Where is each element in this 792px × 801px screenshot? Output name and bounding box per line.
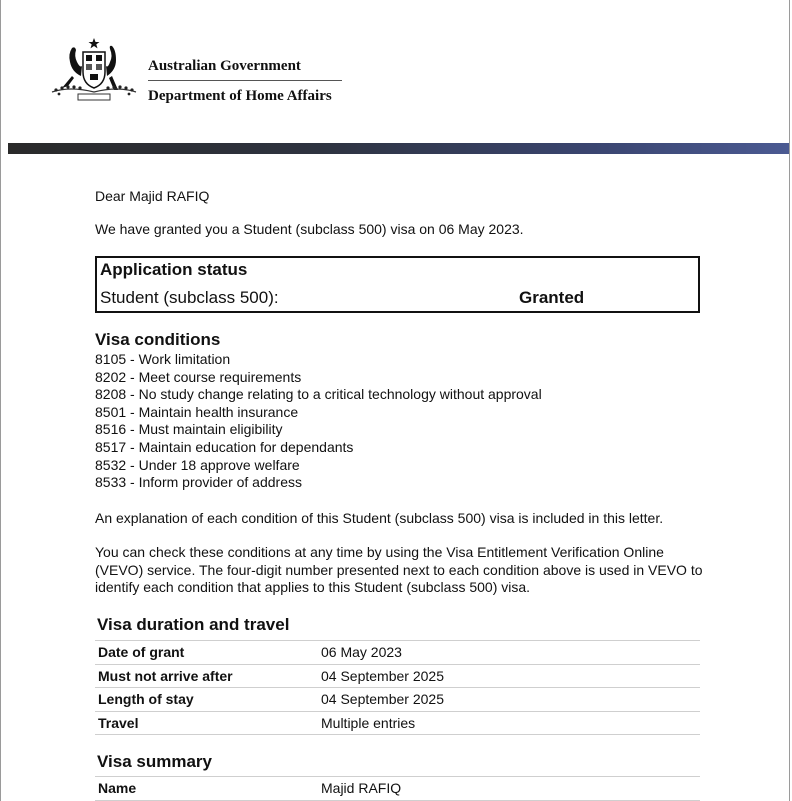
coat-of-arms-icon <box>48 36 140 106</box>
condition-item: 8532 - Under 18 approve welfare <box>95 456 300 473</box>
visa-summary-title: Visa summary <box>97 752 212 771</box>
header-divider <box>148 80 342 81</box>
row-value: 06 May 2023 <box>318 641 700 665</box>
table-row <box>95 664 700 688</box>
status-visa-label: Student (subclass 500): <box>100 288 279 307</box>
row-label: Must not arrive after <box>95 664 318 688</box>
visa-duration-table <box>95 640 700 735</box>
table-row <box>95 688 700 712</box>
status-value: Granted <box>519 288 585 307</box>
row-label: Date of grant <box>95 641 318 665</box>
vevo-paragraph: You can check these conditions at any time by using the Visa Entitlement Verification Online (VEVO) service. The four-digit number presented next to each condition above is used in VEVO to identify each condition that applies to this Student (subclass 500) visa. <box>95 544 703 595</box>
visa-conditions-title: Visa conditions <box>95 330 221 349</box>
salutation: Dear Majid RAFIQ <box>95 188 210 204</box>
header-banner <box>8 143 789 154</box>
condition-item: 8501 - Maintain health insurance <box>95 403 299 420</box>
row-label: Travel <box>95 711 318 735</box>
condition-item: 8202 - Meet course requirements <box>95 368 302 385</box>
department-name: Department of Home Affairs <box>148 88 332 104</box>
row-label: Name <box>95 777 318 801</box>
table-row <box>95 711 700 735</box>
grant-statement: We have granted you a Student (subclass 500) visa on 06 May 2023. <box>95 221 524 237</box>
condition-item: 8516 - Must maintain eligibility <box>95 421 283 438</box>
row-value: Multiple entries <box>318 711 700 735</box>
visa-duration-title: Visa duration and travel <box>97 615 290 634</box>
application-status-title: Application status <box>100 260 248 279</box>
visa-conditions-list <box>95 351 542 492</box>
table-row <box>95 777 700 801</box>
condition-item: 8533 - Inform provider of address <box>95 474 302 491</box>
row-value: Majid RAFIQ <box>318 777 700 801</box>
condition-item: 8105 - Work limitation <box>95 351 231 367</box>
government-name: Australian Government <box>148 58 301 74</box>
visa-summary-table <box>95 776 700 801</box>
condition-item: 8208 - No study change relating to a critical technology without approval <box>95 386 542 403</box>
table-row <box>95 641 700 665</box>
row-label: Length of stay <box>95 688 318 712</box>
conditions-explanation: An explanation of each condition of this Student (subclass 500) visa is included in this letter. <box>95 510 664 526</box>
application-status-box <box>95 256 700 313</box>
row-value: 04 September 2025 <box>318 688 700 712</box>
row-value: 04 September 2025 <box>318 664 700 688</box>
condition-item: 8517 - Maintain education for dependants <box>95 438 354 455</box>
